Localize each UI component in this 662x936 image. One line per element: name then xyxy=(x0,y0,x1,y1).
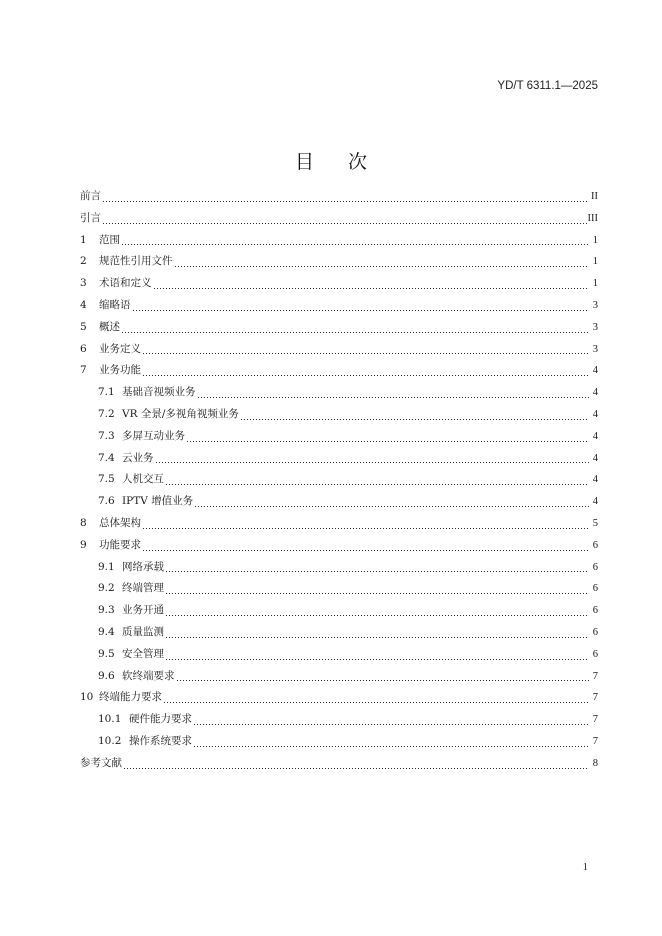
dot-leader xyxy=(123,768,589,769)
toc-entry-number: 10.2 xyxy=(98,734,122,747)
dot-leader xyxy=(193,746,589,747)
dot-leader xyxy=(165,659,589,660)
toc-entry-label: 功能要求 xyxy=(99,538,141,551)
toc-entry-number: 7.4 xyxy=(98,451,115,464)
toc-entry[interactable] xyxy=(80,644,598,666)
toc-title: 目次 xyxy=(294,150,401,173)
toc-entry[interactable] xyxy=(80,404,598,426)
dot-leader xyxy=(194,506,589,507)
toc-entry[interactable] xyxy=(80,600,598,622)
dot-leader xyxy=(102,201,589,202)
toc-entry-number: 7.5 xyxy=(98,473,115,486)
toc-entry-page: 6 xyxy=(592,605,598,617)
dot-leader xyxy=(165,615,589,616)
toc-entry-label: IPTV 增值业务 xyxy=(122,495,194,508)
toc-entry-label: 引言 xyxy=(80,211,101,224)
toc-entry-label: 终端管理 xyxy=(122,582,164,595)
toc-entry-number: 7.3 xyxy=(98,429,115,442)
toc-entry[interactable] xyxy=(80,273,598,295)
page-number: 1 xyxy=(582,862,588,873)
toc-entry[interactable] xyxy=(80,317,598,339)
toc-entry-label: 网络承载 xyxy=(122,560,164,573)
toc-entry-page: 8 xyxy=(592,757,598,769)
toc-entry[interactable] xyxy=(80,513,598,535)
toc-entry-page: III xyxy=(587,212,598,224)
toc-entry[interactable] xyxy=(80,230,598,252)
toc-entry-label: 云业务 xyxy=(122,451,154,464)
toc-entry-label: 范围 xyxy=(99,233,120,246)
toc-entry[interactable] xyxy=(80,491,598,513)
toc-entry-label: 硬件能力要求 xyxy=(129,713,192,726)
toc-entry-page: 6 xyxy=(592,539,598,551)
dot-leader xyxy=(165,484,589,485)
toc-entry[interactable] xyxy=(80,382,598,404)
toc-entry-number: 9.2 xyxy=(98,582,115,595)
toc-entry-page: 3 xyxy=(592,343,598,355)
toc-entry-label: 基础音视频业务 xyxy=(122,386,196,399)
dot-leader xyxy=(174,266,590,267)
standard-number: YD/T 6311.1—2025 xyxy=(497,80,598,92)
toc-entry-label: 安全管理 xyxy=(122,647,164,660)
toc-entry[interactable] xyxy=(80,469,598,491)
toc-entry-number: 3 xyxy=(80,277,87,290)
dot-leader xyxy=(142,375,589,376)
dot-leader xyxy=(142,353,589,354)
toc-entry-number: 8 xyxy=(80,516,87,529)
toc-entry[interactable] xyxy=(80,208,598,230)
toc-entry-page: 5 xyxy=(592,517,598,529)
toc-entry-page: 7 xyxy=(592,735,598,747)
toc-entry[interactable] xyxy=(80,557,598,579)
dot-leader xyxy=(102,223,587,224)
toc-entry-page: II xyxy=(591,191,598,202)
toc-entry-number: 7 xyxy=(80,364,87,377)
toc-entry-page: 4 xyxy=(592,387,598,399)
toc-entry-page: 6 xyxy=(592,583,598,595)
toc-entry-page: 4 xyxy=(592,474,598,486)
dot-leader xyxy=(186,441,589,442)
toc-entry-number: 7.6 xyxy=(98,495,115,508)
toc-entry-number: 10.1 xyxy=(98,713,122,726)
toc-entry-label: 总体架构 xyxy=(99,516,141,529)
toc-entry-label: 业务定义 xyxy=(99,342,141,355)
toc-entry-page: 1 xyxy=(592,234,598,246)
toc-entry-label: 规范性引用文件 xyxy=(99,255,173,268)
toc-entry-label: 业务开通 xyxy=(122,604,164,617)
toc-entry-label: 软终端要求 xyxy=(122,669,175,682)
dot-leader xyxy=(163,702,589,703)
toc-entry[interactable] xyxy=(80,687,598,709)
toc-entry-number: 9.3 xyxy=(98,604,115,617)
toc-entry-label: 终端能力要求 xyxy=(99,691,162,704)
toc-entry-number: 7.1 xyxy=(98,386,115,399)
toc-entry-page: 4 xyxy=(592,430,598,442)
toc-entry-page: 7 xyxy=(592,670,598,682)
toc-entry[interactable] xyxy=(80,709,598,731)
toc-entry[interactable] xyxy=(80,731,598,753)
toc-entry-page: 7 xyxy=(592,692,598,704)
toc-entry-page: 6 xyxy=(592,626,598,638)
dot-leader xyxy=(165,571,589,572)
toc-entry[interactable] xyxy=(80,666,598,688)
dot-leader xyxy=(153,288,590,289)
dot-leader xyxy=(165,637,589,638)
toc-entry[interactable] xyxy=(80,578,598,600)
dot-leader xyxy=(193,724,589,725)
toc-entry-number: 9.5 xyxy=(98,647,115,660)
dot-leader xyxy=(142,550,589,551)
toc-entry-page: 6 xyxy=(592,561,598,573)
toc-entry-number: 9 xyxy=(80,538,87,551)
toc-entry-page: 4 xyxy=(592,452,598,464)
toc-entry[interactable] xyxy=(80,535,598,557)
toc-entry-page: 4 xyxy=(592,365,598,377)
toc-entry-page: 3 xyxy=(592,321,598,333)
toc-entry-number: 10 xyxy=(80,691,94,704)
dot-leader xyxy=(132,310,590,311)
toc-entry-number: 6 xyxy=(80,342,87,355)
toc-entry-number: 7.2 xyxy=(98,407,115,420)
toc-entry-label: 术语和定义 xyxy=(99,277,152,290)
dot-leader xyxy=(240,419,589,420)
toc-entry-page: 6 xyxy=(592,648,598,660)
toc-entry-label: 质量监测 xyxy=(122,625,164,638)
toc-entry[interactable] xyxy=(80,339,598,361)
toc-entry[interactable] xyxy=(80,426,598,448)
dot-leader xyxy=(142,528,589,529)
toc-entry-label: 前言 xyxy=(80,190,101,202)
toc-entry[interactable] xyxy=(80,186,598,208)
toc-entry-page: 4 xyxy=(592,496,598,508)
dot-leader xyxy=(197,397,590,398)
toc-entry-number: 1 xyxy=(80,233,87,246)
toc-entry-number: 9.1 xyxy=(98,560,115,573)
toc-entry-page: 1 xyxy=(592,256,598,268)
toc-entry-label: 概述 xyxy=(99,320,120,333)
dot-leader xyxy=(155,462,590,463)
toc-entry-number: 9.4 xyxy=(98,625,115,638)
toc-entry[interactable] xyxy=(80,251,598,273)
toc-entry-label: 缩略语 xyxy=(99,298,131,311)
toc-entry-label: 业务功能 xyxy=(99,364,141,377)
toc-entry-number: 4 xyxy=(80,298,87,311)
toc-entry-label: VR 全景/多视角视频业务 xyxy=(122,407,239,420)
toc-entry-number: 5 xyxy=(80,320,87,333)
toc-entry-page: 4 xyxy=(592,408,598,420)
toc-entry-label: 多屏互动业务 xyxy=(122,429,185,442)
toc-entry[interactable] xyxy=(80,295,598,317)
dot-leader xyxy=(121,244,589,245)
toc-entry-label: 人机交互 xyxy=(122,473,164,486)
dot-leader xyxy=(121,332,589,333)
toc-entry[interactable] xyxy=(80,622,598,644)
toc-entry[interactable] xyxy=(80,753,598,775)
toc-entry-page: 7 xyxy=(592,714,598,726)
toc-entry-number: 2 xyxy=(80,255,87,268)
toc-entry-label: 操作系统要求 xyxy=(129,734,192,747)
dot-leader xyxy=(176,680,590,681)
toc-entry-page: 1 xyxy=(592,278,598,290)
toc-entry-number: 9.6 xyxy=(98,669,115,682)
toc-entry-page: 3 xyxy=(592,299,598,311)
toc-entry[interactable] xyxy=(80,448,598,470)
toc-entry-label: 参考文献 xyxy=(80,756,122,769)
table-of-contents xyxy=(80,186,598,775)
toc-entry[interactable] xyxy=(80,360,598,382)
dot-leader xyxy=(165,593,589,594)
